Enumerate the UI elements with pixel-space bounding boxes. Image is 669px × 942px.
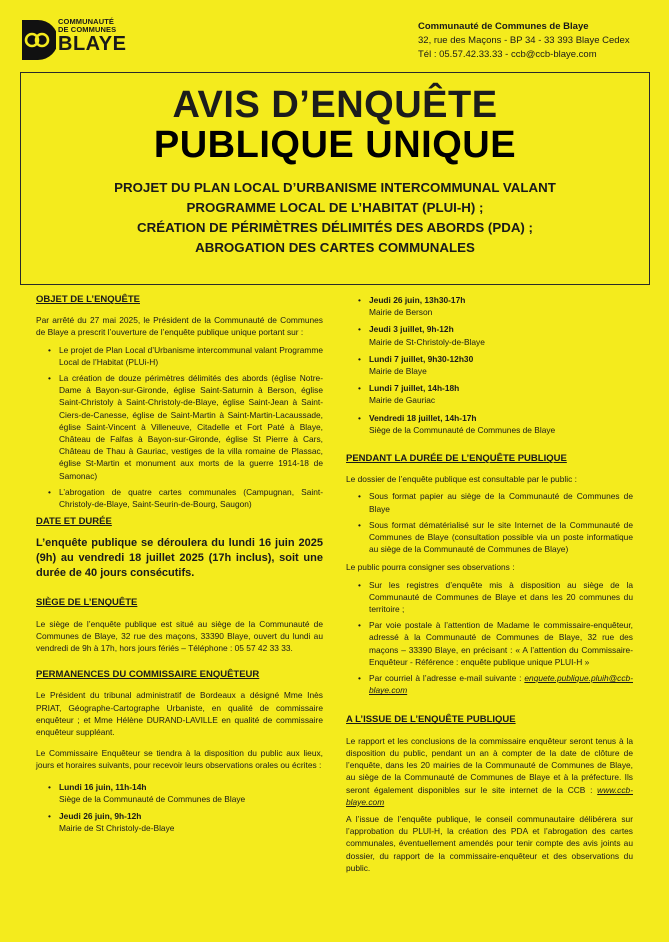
permanence-date: • Lundi 7 juillet, 9h30-12h30 [369,353,474,364]
issue-p1 [346,735,633,808]
section-heading-objet: OBJET DE L’ENQUÊTE [36,294,140,305]
organization-address-block [418,20,630,62]
objet-intro: Par arrêté du 27 mai 2025, le Président de la Communauté de Communes de Blaye a prescrit l’ouverture de l’enquête publique unique portant sur : [36,315,323,338]
permanence-place: Mairie de Gauriac [369,395,436,406]
permanence-date: • Jeudi 26 juin, 13h30-17h [369,295,466,305]
permanences-p2: Le Commissaire Enquêteur se tiendra à la disposition du public aux lieux, jours et horaires suivants, pour recevoir leurs observations orales ou écrites : [36,748,323,771]
website-link[interactable]: www.ccb-blaye.com [346,784,633,807]
main-title-line2 [21,125,649,165]
right-column [346,294,633,879]
permanence-place: Mairie de Blaye [369,366,427,377]
title-box [20,72,650,285]
email-prefix: Par courriel à l’adresse e-mail suivante : [369,673,525,684]
ccb-logo [18,16,128,64]
list-item [346,294,633,318]
permanences-list-left [36,781,323,835]
main-title-unique: UNIQUE [365,124,517,166]
list-item [346,353,633,377]
permanence-place: Siège de la Communauté de Communes de Blaye [59,793,246,804]
permanence-date: • Lundi 16 juin, 11h-14h [59,781,147,792]
list-item: • Par voie postale à l’attention de Madame le commissaire-enquêteur, adressé à la Communauté de Communes de Blaye, 32 rue des maçons – 33390 Blaye, en précisant : « A l’attention du Commissaire-Enquêteur - Référence : enquête publique unique PLUI-H » [346,619,633,668]
pendant-list [346,490,633,555]
permanence-date: • Jeudi 26 juin, 9h-12h [59,811,142,822]
list-item [36,810,323,834]
organization-address: 32, rue des Maçons - BP 34 - 33 393 Blaye Cedex [418,35,630,46]
permanences-list-right [346,294,633,436]
date-text: L’enquête publique se déroulera du lundi 16 juin 2025 (9h) au vendredi 18 juillet 2025 (17h inclus), soit une durée de 40 jours consécutifs. [36,537,323,580]
issue-p1-text: Le rapport et les conclusions de la commissaire enquêteur seront tenus à la disposition du public, pendant un an à compter de la date de clôture de l’enquête, dans les 20 mairies de la Communauté de Communes de Blaye, au siège de la Communauté de Communes de Blaye et à la préfecture. Ils seront également disponibles sur le site internet de la CCB : [346,735,633,795]
permanence-place: Mairie de St Christoly-de-Blaye [59,823,175,834]
section-heading-date: DATE ET DURÉE [36,516,112,528]
permanence-place: Mairie de Berson [369,307,433,318]
list-item: • Sous format dématérialisé sur le site Internet de la Communauté de Communes de Blaye (consultation possible via un poste informatique au siège de la Communauté de Communes de Blaye) [346,519,633,556]
permanence-date: • Lundi 7 juillet, 14h-18h [369,383,460,394]
subtitle-line: PROGRAMME LOCAL DE L’HABITAT (PLUI-H) ; [186,200,484,215]
list-item [346,382,633,406]
list-item: • L’abrogation de quatre cartes communales (Campugnan, Saint-Christoly-de-Blaye, Saint-Seurin-de-Bourg, Saugon) [36,486,323,510]
permanences-p1: Le Président du tribunal administratif de Bordeaux a désigné Mme Inès PRIAT, Géographe-Cartographe Urbaniste, en qualité de commissaire enquêteur ; et Mme Hélène DURAND-LAVILLE en qualité de commissaire enquêteur suppléant. [36,690,323,738]
list-item: • Le projet de Plan Local d’Urbanisme intercommunal valant Programme Local de l’Habitat (PLUi-H) [36,344,323,368]
section-heading-issue: A L’ISSUE DE L’ENQUÊTE PUBLIQUE [346,714,516,726]
list-item [346,323,633,347]
permanence-date: • Vendredi 18 juillet, 14h-17h [369,412,477,423]
list-item [346,672,633,696]
left-column [36,294,323,840]
subtitle-line: ABROGATION DES CARTES COMMUNALES [195,240,475,255]
organization-contact: Tél : 05.57.42.33.33 - ccb@ccb-blaye.com [418,49,597,60]
permanence-date: • Jeudi 3 juillet, 9h-12h [369,324,454,335]
objet-list [36,344,323,511]
logo-text-line1: COMMUNAUTÉ [58,17,114,26]
logo-text-line3: BLAYE [58,33,127,55]
observations-list [346,579,633,697]
permanence-place: Mairie de St-Christoly-de-Blaye [369,336,485,347]
ccb-logo-mark-icon [18,18,56,62]
observations-intro: Le public pourra consigner ses observations : [346,562,515,573]
subtitle-block [21,178,649,258]
pendant-intro: Le dossier de l’enquête publique est consultable par le public : [346,474,577,485]
logo-text-line2: DE COMMUNES [58,24,117,34]
organization-name: Communauté de Communes de Blaye [418,21,589,32]
section-heading-siege: SIÈGE DE L’ENQUÊTE [36,597,138,609]
list-item [346,412,633,436]
issue-p2: A l’issue de l’enquête publique, le conseil communautaire délibérera sur l’approbation du PLUI-H, la création des PDA et l’abrogation des cartes communales, éventuellement amendés pour tenir compte des avis joints au dossier, du rapport de la commissaire-enquêteur et des observations du public. [346,813,633,873]
main-title-publique: PUBLIQUE [153,124,366,166]
subtitle-line: CRÉATION DE PÉRIMÈTRES DÉLIMITÉS DES ABORDS (PDA) ; [137,220,533,235]
list-item [36,781,323,805]
permanence-place: Siège de la Communauté de Communes de Blaye [369,424,556,435]
list-item: • La création de douze périmètres délimités des abords (église Notre-Dame à Bayon-sur-Gironde, église Saint-Saturnin à Berson, église Saint-Christoly à Saint-Christoly-de-Blaye, église Saint-Jean à Saint-Ciers-de-Canesse, église de Saint-Martin à Saint-Martin-Lacaussade, église Saint-Vincent à Villeneuve, Citadelle et Fort Paté à Blaye, Château de Falfas à Bayon-sur-Gironde, église St Pierre à Cars, Château de Thau à Gauriac, vestiges de la villa romaine de Plassac, église St-Martin et monument aux morts de la guerre 1914-18 de Samonac) [36,372,323,482]
main-title-line1: AVIS D’ENQUÊTE [172,84,498,126]
email-link[interactable]: enquete.publique.pluih@ccb-blaye.com [369,673,633,696]
subtitle-line: PROJET DU PLAN LOCAL D’URBANISME INTERCOMMUNAL VALANT [114,180,556,195]
list-item: • Sous format papier au siège de la Communauté de Communes de Blaye [346,490,633,514]
section-heading-permanences: PERMANENCES DU COMMISSAIRE ENQUÊTEUR [36,669,260,681]
section-heading-pendant: PENDANT LA DURÉE DE L’ENQUÊTE PUBLIQUE [346,453,567,465]
list-item: • Sur les registres d’enquête mis à disposition au siège de la Communauté de Communes de Blaye et dans les 20 communes du territoire ; [346,579,633,616]
siege-text: Le siège de l’enquête publique est situé au siège de la Communauté de Communes de Blaye, 32 rue des maçons, 33390 Blaye, ouvert du lundi au vendredi de 9h à 17h, hors jours fériés – Téléphone : 05 57 42 33 33. [36,618,323,654]
